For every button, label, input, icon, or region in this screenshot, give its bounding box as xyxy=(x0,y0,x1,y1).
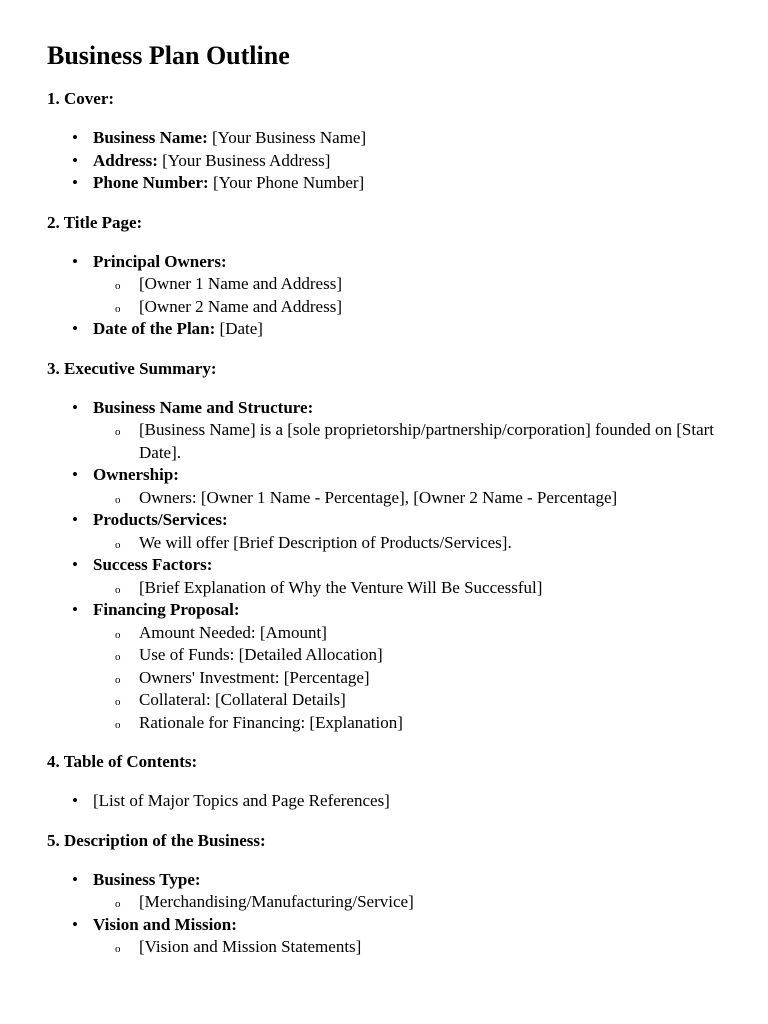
item-label: Financing Proposal: xyxy=(93,600,240,620)
circle-bullet-icon: o xyxy=(115,538,121,551)
sub-item-text: Rationale for Financing: [Explanation] xyxy=(139,712,403,732)
list-item xyxy=(47,869,747,914)
bullet-icon: • xyxy=(72,128,78,148)
circle-bullet-icon: o xyxy=(115,628,121,641)
list-item xyxy=(47,599,747,734)
sub-list-item xyxy=(93,689,747,712)
bullet-icon: • xyxy=(72,791,78,811)
bullet-icon: • xyxy=(72,555,78,575)
list-item xyxy=(47,318,747,341)
sub-list-item xyxy=(93,273,747,296)
list-item xyxy=(47,397,747,465)
sub-bullet-list xyxy=(93,891,747,914)
sections-container xyxy=(47,88,747,959)
circle-bullet-icon: o xyxy=(115,583,121,596)
bullet-list xyxy=(47,251,747,341)
bullet-icon: • xyxy=(72,869,78,889)
circle-bullet-icon: o xyxy=(115,280,121,293)
sub-list-item xyxy=(93,577,747,600)
sub-list-item xyxy=(93,936,747,959)
item-label: Success Factors: xyxy=(93,555,213,575)
item-label: Address: xyxy=(93,150,158,170)
section-heading: 4. Table of Contents: xyxy=(47,752,198,772)
section xyxy=(47,88,747,195)
sub-bullet-list xyxy=(93,936,747,959)
sub-item-text: Collateral: [Collateral Details] xyxy=(139,690,346,710)
circle-bullet-icon: o xyxy=(115,696,121,709)
sub-list-item xyxy=(93,667,747,690)
sub-bullet-list xyxy=(93,622,747,735)
circle-bullet-icon: o xyxy=(115,493,121,506)
list-item xyxy=(47,127,747,150)
sub-item-text: We will offer [Brief Description of Products/Services]. xyxy=(139,532,512,552)
section xyxy=(47,358,747,735)
item-label: Business Name: xyxy=(93,128,208,148)
circle-bullet-icon: o xyxy=(115,718,121,731)
item-label: Vision and Mission: xyxy=(93,914,237,934)
sub-item-text: [Brief Explanation of Why the Venture Will Be Successful] xyxy=(139,577,543,597)
sub-item-text: [Vision and Mission Statements] xyxy=(139,937,362,957)
bullet-icon: • xyxy=(72,319,78,339)
list-item xyxy=(47,150,747,173)
sub-item-text: Amount Needed: [Amount] xyxy=(139,622,327,642)
circle-bullet-icon: o xyxy=(115,426,121,439)
item-label: Business Type: xyxy=(93,869,201,889)
list-item xyxy=(47,251,747,319)
item-label: Phone Number: xyxy=(93,173,209,193)
item-label: Business Name and Structure: xyxy=(93,397,314,417)
bullet-icon: • xyxy=(72,251,78,271)
section xyxy=(47,212,747,341)
circle-bullet-icon: o xyxy=(115,898,121,911)
bullet-list xyxy=(47,397,747,735)
item-label: Ownership: xyxy=(93,465,179,485)
bullet-icon: • xyxy=(72,173,78,193)
sub-item-text: [Business Name] is a [sole proprietorship/partnership/corporation] founded on [Start Date]. xyxy=(139,420,715,462)
sub-list-item xyxy=(93,644,747,667)
sub-list-item xyxy=(93,712,747,735)
sub-bullet-list xyxy=(93,419,747,464)
sub-list-item xyxy=(93,419,747,464)
bullet-list xyxy=(47,127,747,195)
document-page xyxy=(47,40,747,976)
sub-bullet-list xyxy=(93,273,747,318)
item-label: Products/Services: xyxy=(93,510,228,530)
list-item xyxy=(47,790,747,813)
section-heading: 5. Description of the Business: xyxy=(47,830,266,850)
item-value: [List of Major Topics and Page References] xyxy=(93,791,390,811)
item-value: [Date] xyxy=(215,319,263,339)
sub-list-item xyxy=(93,487,747,510)
bullet-icon: • xyxy=(72,914,78,934)
bullet-icon: • xyxy=(72,465,78,485)
bullet-icon: • xyxy=(72,600,78,620)
bullet-list xyxy=(47,790,747,813)
list-item xyxy=(47,554,747,599)
page-title: Business Plan Outline xyxy=(47,41,290,70)
sub-item-text: [Owner 1 Name and Address] xyxy=(139,274,342,294)
sub-bullet-list xyxy=(93,532,747,555)
sub-list-item xyxy=(93,532,747,555)
circle-bullet-icon: o xyxy=(115,651,121,664)
section-heading: 1. Cover: xyxy=(47,89,115,109)
sub-item-text: Use of Funds: [Detailed Allocation] xyxy=(139,645,383,665)
list-item xyxy=(47,172,747,195)
list-item xyxy=(47,509,747,554)
circle-bullet-icon: o xyxy=(115,302,121,315)
section xyxy=(47,751,747,813)
section-heading: 3. Executive Summary: xyxy=(47,358,217,378)
bullet-icon: • xyxy=(72,397,78,417)
list-item xyxy=(47,914,747,959)
circle-bullet-icon: o xyxy=(115,673,121,686)
section xyxy=(47,830,747,959)
bullet-icon: • xyxy=(72,150,78,170)
sub-bullet-list xyxy=(93,577,747,600)
item-value: [Your Business Name] xyxy=(207,128,367,148)
sub-item-text: [Owner 2 Name and Address] xyxy=(139,296,342,316)
bullet-list xyxy=(47,869,747,959)
section-heading: 2. Title Page: xyxy=(47,212,143,232)
item-label: Principal Owners: xyxy=(93,251,227,271)
item-value: [Your Business Address] xyxy=(157,150,331,170)
sub-item-text: Owners' Investment: [Percentage] xyxy=(139,667,370,687)
bullet-icon: • xyxy=(72,510,78,530)
sub-list-item xyxy=(93,891,747,914)
list-item xyxy=(47,464,747,509)
item-label: Date of the Plan: xyxy=(93,319,216,339)
sub-item-text: [Merchandising/Manufacturing/Service] xyxy=(139,892,414,912)
sub-item-text: Owners: [Owner 1 Name - Percentage], [Owner 2 Name - Percentage] xyxy=(139,487,618,507)
sub-list-item xyxy=(93,296,747,319)
sub-list-item xyxy=(93,622,747,645)
circle-bullet-icon: o xyxy=(115,943,121,956)
item-value: [Your Phone Number] xyxy=(208,173,365,193)
sub-bullet-list xyxy=(93,487,747,510)
